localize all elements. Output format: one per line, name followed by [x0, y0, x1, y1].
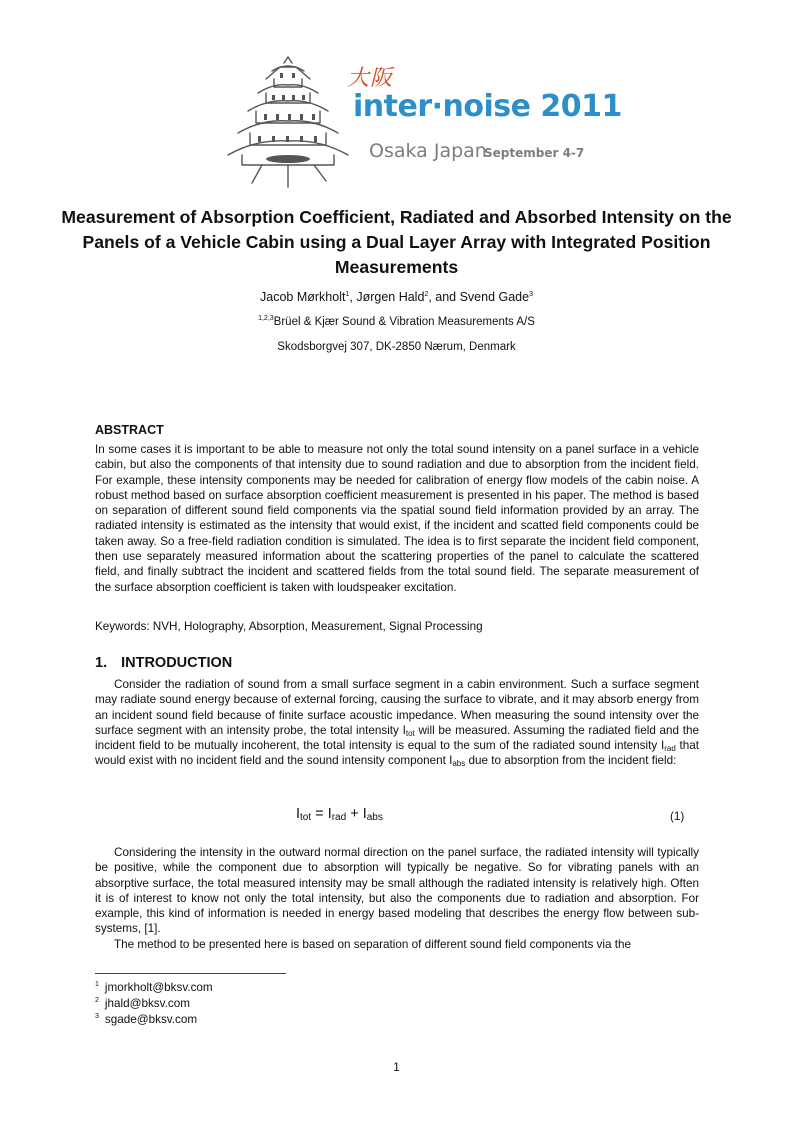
symbol-i-rad: $I_{rad}$ — [660, 739, 676, 754]
equation-1: $I_{tot} = I_{rad} + I_{abs}$ — [296, 806, 383, 823]
footnote: $^3$ sgade@bksv.com — [95, 1013, 198, 1026]
logo-title: inter·noise 2011 — [353, 89, 622, 124]
intro-paragraph-3: The method to be presented here is based on separation of different sound field components via the — [114, 938, 631, 951]
author-mark: 3 — [529, 291, 533, 298]
affiliation — [60, 316, 733, 328]
author-list: Jacob Mørkholt$^1$, Jørgen Hald$^2$, and Svend Gade$^3$ — [260, 290, 533, 304]
section-heading — [95, 655, 232, 671]
abstract-text: In some cases it is important to be able to measure not only the total sound intensity on a panel surface in a vehicle cabin, but also the components of that intensity due to sound radiation and due to absorption from the incident field. For example, these intensity components may be needed for calibration of energy flow models of the cabin noise. A robust method based on surface absorption coefficient measurement is presented in his paper. The method is based on separation of different sound field components via the spatial sound field information provided by an array. The radiated intensity is estimated as the intensity that would exist, if the incident and scatted field components could be taken away. So a free-field radiation condition is simulated. The idea is to first separate the incident field component, then use separately measured information about the scattering properties of the panel to calculate the scattered field, and finally subtract the incident and scattered fields from the total sound field. The separate measurement of the surface absorption coefficient is taken with loudspeaker excitation. — [95, 443, 699, 594]
paper-title: Measurement of Absorption Coefficient, Radiated and Absorbed Intensity on the Panels of a Vehicle Cabin using a Dual Layer Array with Integrated Position Measurements — [61, 207, 732, 277]
section-number: 1. — [95, 655, 108, 671]
author-mark: 1 — [345, 291, 350, 298]
page-number: 1 — [393, 1060, 400, 1074]
logo-kanji: 大阪 — [347, 66, 394, 91]
author-name: Jacob Mørkholt — [260, 290, 346, 304]
symbol-i-abs: $I_{abs}$ — [449, 754, 466, 769]
address: Skodsborgvej 307, DK-2850 Nærum, Denmark — [277, 341, 516, 353]
logo-city: Osaka Japan — [369, 140, 487, 162]
osaka-castle-drawing — [222, 55, 352, 190]
equation-number: (1) — [670, 810, 685, 823]
affiliation-marks: 1,2,3 — [258, 315, 274, 322]
author-name: Jørgen Hald — [356, 290, 425, 304]
footnote: $^2$ jhald@bksv.com — [95, 997, 190, 1010]
conference-logo — [222, 55, 622, 190]
footnotes — [95, 980, 213, 1028]
intro-paragraph-1: Consider the radiation of sound from a small surface segment in a cabin environment. Such a surface segment may radiate sound energy because of external forcing, causing the surface to vibrate, and it may absorb energy from an incident sound field because of finite surface acoustic impedance. When measuring the sound intensity over the surface segment with an intensity probe, the total intensity $I_{tot}$ will be measured. Assuming the radiated field and the incident field to be mutually incoherent, the total intensity is equal to the sum of the radiated sound intensity $I_{rad}$ that would exist with no incident field and the sound intensity component $I_{abs}$ due to absorption from the incident field: — [95, 678, 699, 769]
symbol-i-tot: $I_{tot}$ — [402, 723, 415, 738]
author-name: Svend Gade — [459, 290, 530, 304]
footnote: $^1$ jmorkholt@bksv.com — [95, 981, 213, 994]
footnote-email[interactable]: sgade@bksv.com — [104, 1013, 198, 1026]
abstract-heading: ABSTRACT — [95, 423, 164, 437]
intro-paragraph-2: Considering the intensity in the outward normal direction on the panel surface, the radiated intensity will typically be positive, while the component due to absorption will typically be negative. So for vibrating panels with an absorptive surface, the total measured intensity may be small although the radiated intensity is relatively high. Often it is of interest to know not only the total intensity, but also the components due to radiation and absorption. For example, this kind of information is needed in energy based modeling that describes the energy flow between sub-systems, [1]. — [95, 846, 699, 936]
footnote-email[interactable]: jhald@bksv.com — [104, 997, 190, 1010]
affiliation-text: Brüel & Kjær Sound & Vibration Measurements A/S — [273, 316, 535, 328]
keywords: Keywords: NVH, Holography, Absorption, Measurement, Signal Processing — [95, 620, 483, 633]
author-mark: 2 — [424, 291, 429, 298]
footnote-divider — [95, 973, 286, 974]
logo-dates: September 4-7 — [484, 146, 585, 160]
footnote-email[interactable]: jmorkholt@bksv.com — [104, 981, 213, 994]
section-title: INTRODUCTION — [121, 655, 233, 671]
